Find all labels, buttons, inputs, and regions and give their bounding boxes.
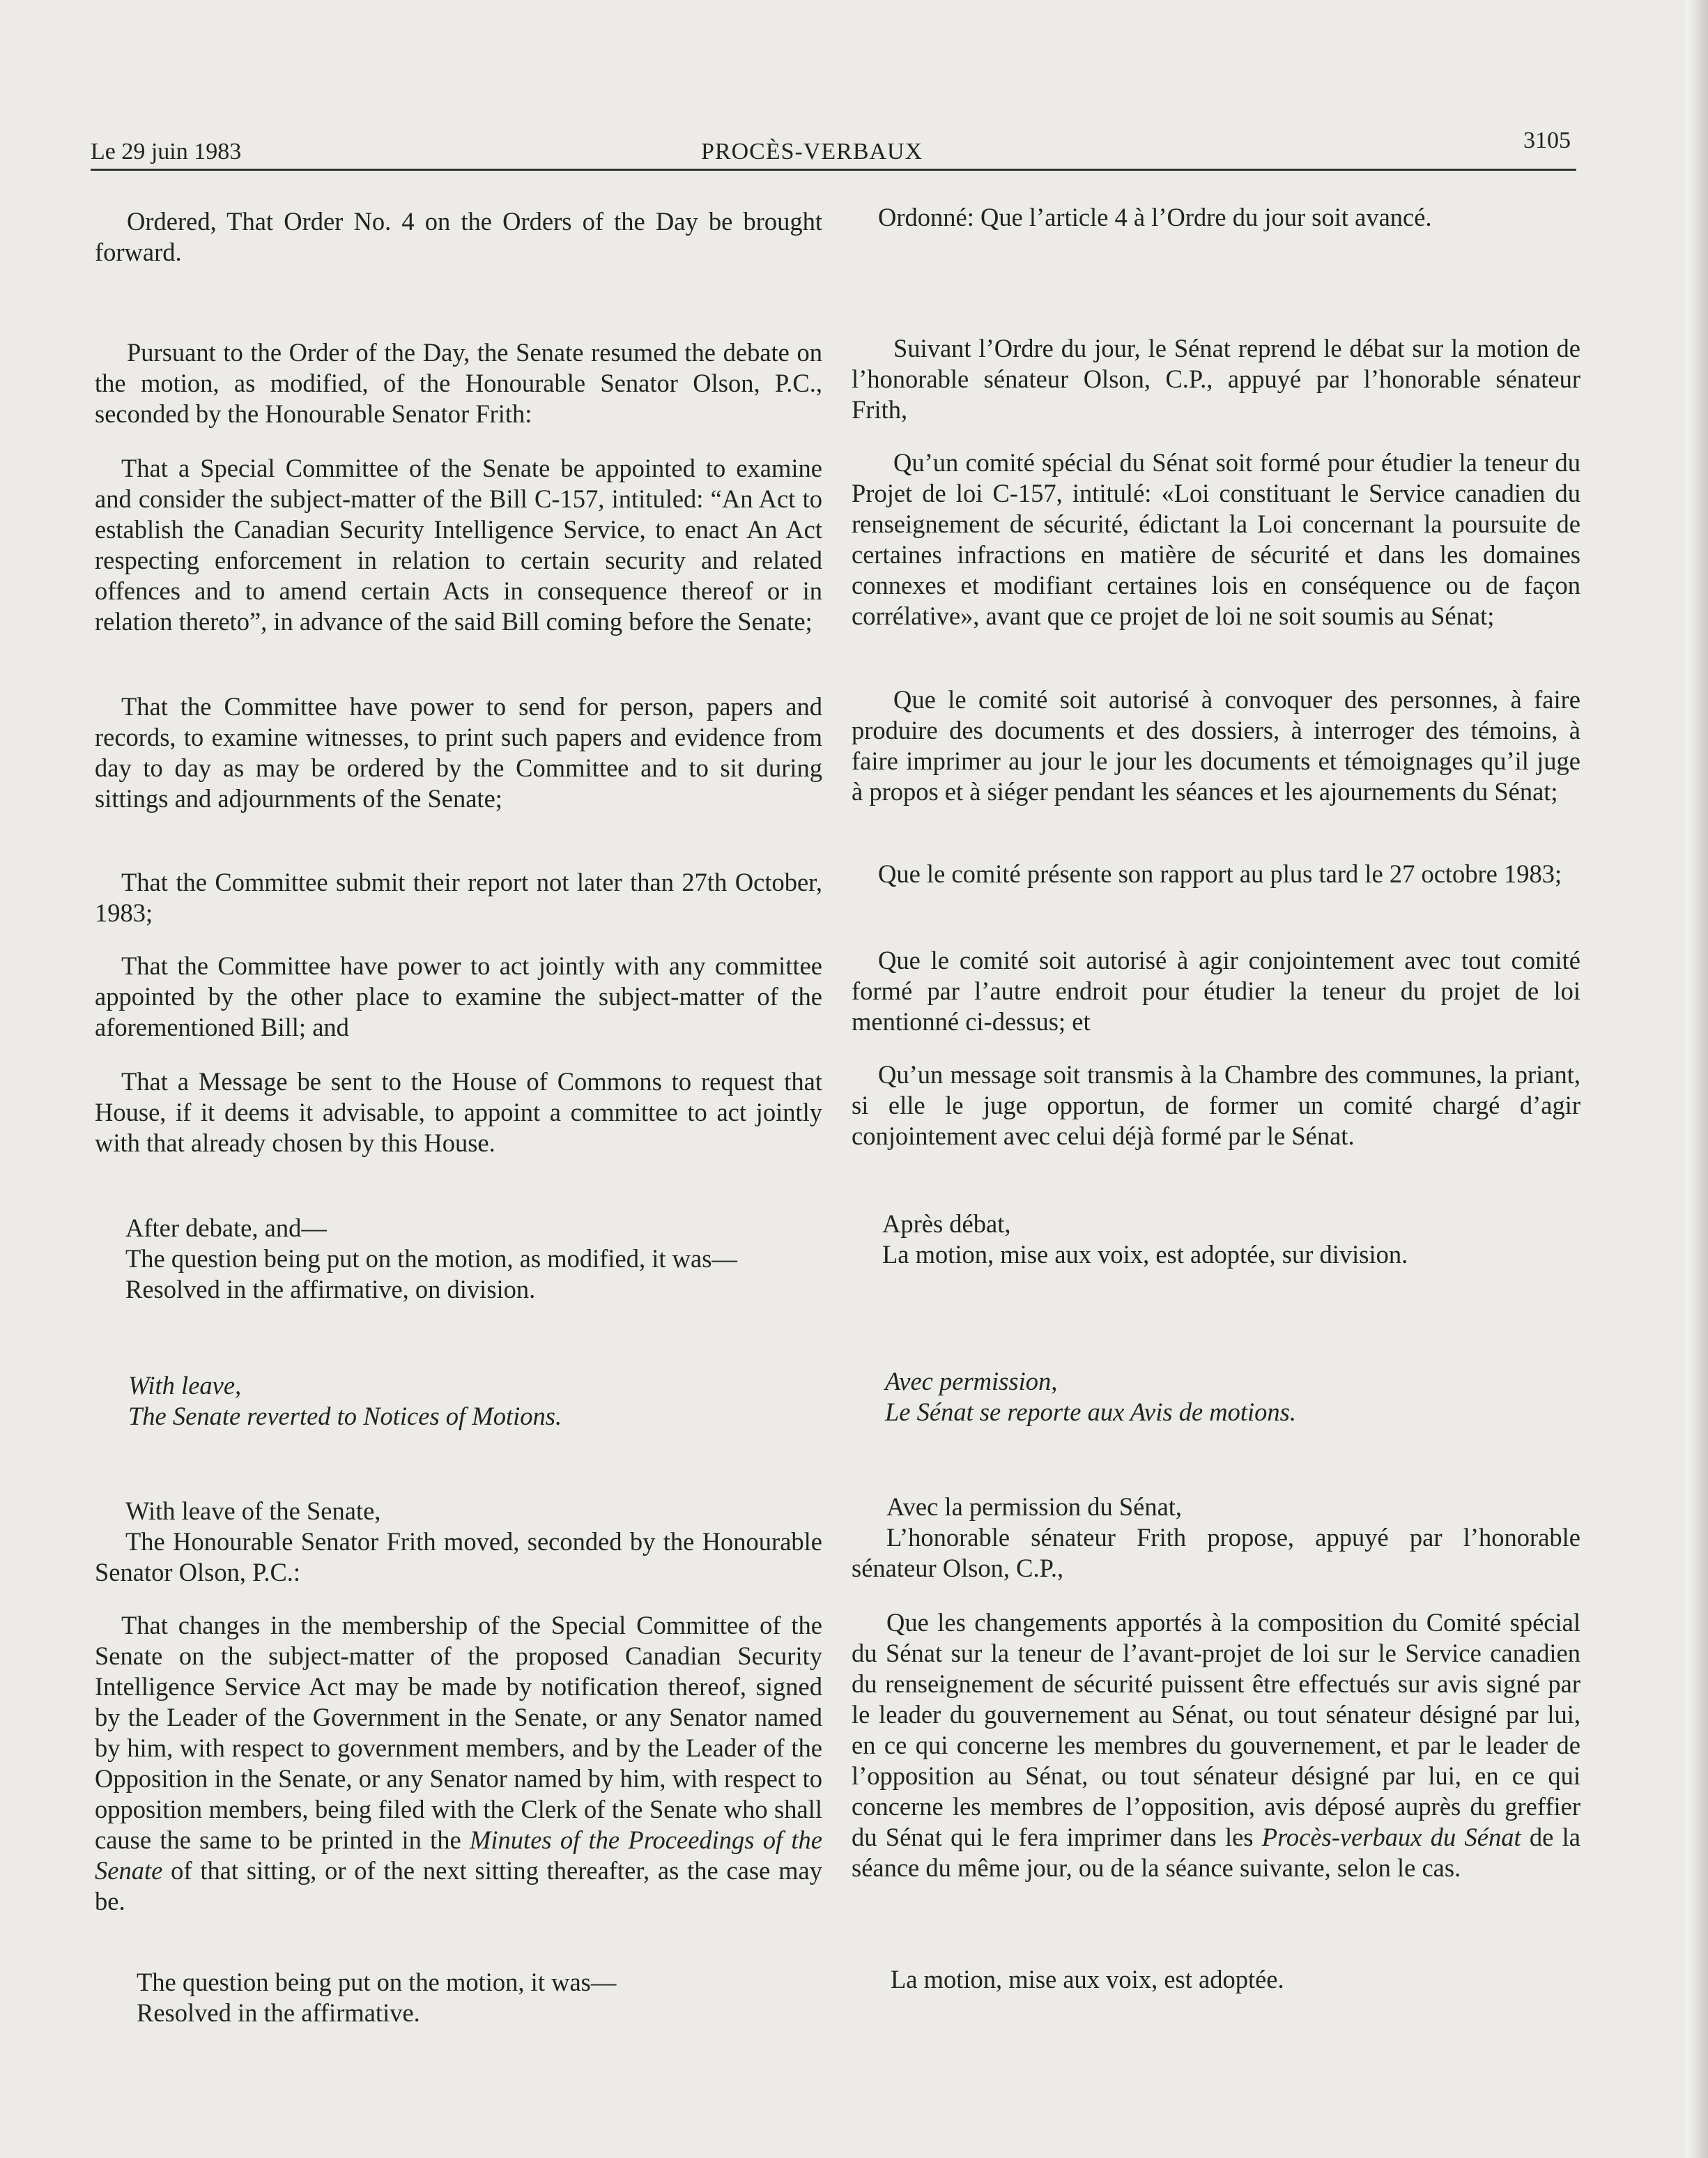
- fr-act-jointly-paragraph: Que le comité soit autorisé à agir conjointement avec tout comité formé par l’autre endroit pour étudier la teneur du projet de loi mentionné ci-dessus; et: [852, 946, 1580, 1036]
- fr-after-debate-line: Après débat,: [882, 1209, 1011, 1238]
- en-membership-text-a: That changes in the membership of the Special Committee of the Senate on the subject-matter of the proposed Canadian Security Intelligence Service Act may be made by notification thereof, signed by the Leader of the Government in the Senate, or any Senator named by him, with respect to government members, and by the Leader of the Opposition in the Senate, or any Senator named by him, with respect to opposition members, being filed with the Clerk of the Senate who shall cause the same to be printed in the: [95, 1611, 822, 1854]
- en-frith-moved-text: The Honourable Senator Frith moved, seconded by the Honourable Senator Olson, P.C.:: [95, 1527, 822, 1586]
- en-with-leave-line: With leave,: [128, 1371, 242, 1400]
- fr-with-leave-line: Avec permission,: [885, 1367, 1058, 1395]
- fr-motion-division-line: La motion, mise aux voix, est adoptée, sur division.: [882, 1240, 1408, 1269]
- en-final-question-line: The question being put on the motion, it was—: [137, 1968, 617, 1996]
- en-committee-powers-paragraph: That the Committee have power to send for person, papers and records, to examine witnesses, to print such papers and evidence from day to day as may be ordered by the Committee and to sit during sittings and adjournments of the Senate;: [95, 692, 822, 813]
- fr-membership-changes-paragraph: [852, 1607, 1580, 1883]
- en-membership-changes-paragraph: [95, 1610, 822, 1917]
- fr-leave-of-senate-line: Avec la permission du Sénat,: [886, 1492, 1183, 1521]
- en-membership-text-b: of that sitting, or of the next sitting thereafter, as the case may be.: [95, 1856, 822, 1915]
- fr-frith-moved-text: L’honorable sénateur Frith propose, appuyé par l’honorable sénateur Olson, C.P.,: [852, 1523, 1580, 1582]
- en-with-leave-block: [128, 1370, 856, 1432]
- fr-committee-powers-paragraph: Que le comité soit autorisé à convoquer des personnes, à faire produire des documents et des dossiers, à interroger des témoins, à faire imprimer au jour le jour les documents et témoignages qu’il juge à propos et à siéger pendant les séances et les ajournements du Sénat;: [852, 685, 1580, 806]
- en-leave-of-senate-line: With leave of the Senate,: [125, 1497, 381, 1525]
- fr-minutes-title: Procès-verbaux du Sénat: [1261, 1823, 1521, 1851]
- fr-membership-text-a: Que les changements apportés à la composition du Comité spécial du Sénat sur la teneur de l’avant-projet de loi sur le Service canadien du renseignement de sécurité puissent être effectués sur avis signé par le leader du gouvernement au Sénat, ou tout sénateur désigné par lui, en ce qui concerne les membres du gouvernement, et par le leader de l’opposition au Sénat, ou tout sénateur désigné par lui, en ce qui concerne les membres de l’opposition, avis déposé auprès du greffier du Sénat qui le fera imprimer dans les: [852, 1608, 1580, 1851]
- fr-frith-motion-block: [852, 1492, 1580, 1584]
- en-reverted-line: The Senate reverted to Notices of Motions.: [128, 1402, 562, 1430]
- en-final-resolved-line: Resolved in the affirmative.: [137, 1998, 420, 2027]
- page-edge: [1685, 0, 1708, 2158]
- page-number: 3105: [1523, 128, 1571, 153]
- fr-special-committee-paragraph: Qu’un comité spécial du Sénat soit formé pour étudier la teneur du Projet de loi C-157, intitulé: «Loi constituant le Service canadien du renseignement de sécurité, édictant la Loi concernant la poursuite de certaines infractions en matière de sécurité et dans les domaines connexes et modifiant certaines lois en conséquence ou de façon corrélative», avant que ce projet de loi ne soit soumis au Sénat;: [852, 448, 1580, 630]
- fr-order-paragraph: Ordonné: Que l’article 4 à l’Ordre du jour soit avancé.: [878, 203, 1432, 231]
- fr-after-debate-block: [882, 1209, 1611, 1270]
- en-minutes-title: Minutes of the Proceedings of the Senate: [95, 1826, 823, 1885]
- fr-membership-text-b: de la séance du même jour, ou de la séance suivante, selon le cas.: [852, 1823, 1580, 1882]
- en-after-debate-block: [125, 1213, 853, 1305]
- fr-report-date-paragraph: Que le comité présente son rapport au plus tard le 27 octobre 1983;: [878, 859, 1562, 888]
- en-question-line: The question being put on the motion, as modified, it was—: [125, 1244, 737, 1273]
- en-order-paragraph: Ordered, That Order No. 4 on the Orders of the Day be brought forward.: [95, 207, 822, 266]
- en-resolved-line: Resolved in the affirmative, on division.: [125, 1275, 536, 1303]
- header-title: PROCÈS-VERBAUX: [701, 139, 923, 164]
- en-act-jointly-paragraph: That the Committee have power to act jointly with any committee appointed by the other place to examine the subject-matter of the aforementioned Bill; and: [95, 951, 822, 1041]
- fr-reverted-line: Le Sénat se reporte aux Avis de motions.: [885, 1398, 1297, 1426]
- fr-with-leave-block: [885, 1366, 1614, 1428]
- en-report-date-paragraph: That the Committee submit their report not later than 27th October, 1983;: [95, 868, 822, 927]
- fr-final-adopted-paragraph: La motion, mise aux voix, est adoptée.: [891, 1965, 1284, 1994]
- en-resumed-debate-paragraph: Pursuant to the Order of the Day, the Senate resumed the debate on the motion, as modified, of the Honourable Senator Olson, P.C., seconded by the Honourable Senator Frith:: [95, 338, 822, 428]
- en-message-paragraph: That a Message be sent to the House of Commons to request that House, if it deems it advisable, to appoint a committee to act jointly with that already chosen by this House.: [95, 1067, 822, 1157]
- en-after-debate-line: After debate, and—: [125, 1214, 327, 1242]
- fr-message-paragraph: Qu’un message soit transmis à la Chambre des communes, la priant, si elle le juge opportun, de former un comité chargé d’agir conjointement avec celui déjà formé par le Sénat.: [852, 1060, 1580, 1150]
- fr-resumed-debate-paragraph: Suivant l’Ordre du jour, le Sénat reprend le débat sur la motion de l’honorable sénateur Olson, C.P., appuyé par l’honorable sénateur Frith,: [852, 334, 1580, 424]
- header-date: Le 29 juin 1983: [91, 139, 242, 164]
- header-rule: [91, 169, 1576, 171]
- en-special-committee-paragraph: That a Special Committee of the Senate be appointed to examine and consider the subject-matter of the Bill C-157, intituled: “An Act to establish the Canadian Security Intelligence Service, to enact An Act respecting enforcement in relation to certain security and related offences and to amend certain Acts in consequence thereof or in relation thereto”, in advance of the said Bill coming before the Senate;: [95, 454, 822, 636]
- en-frith-motion-block: [95, 1496, 822, 1588]
- en-final-question-block: [137, 1967, 864, 2028]
